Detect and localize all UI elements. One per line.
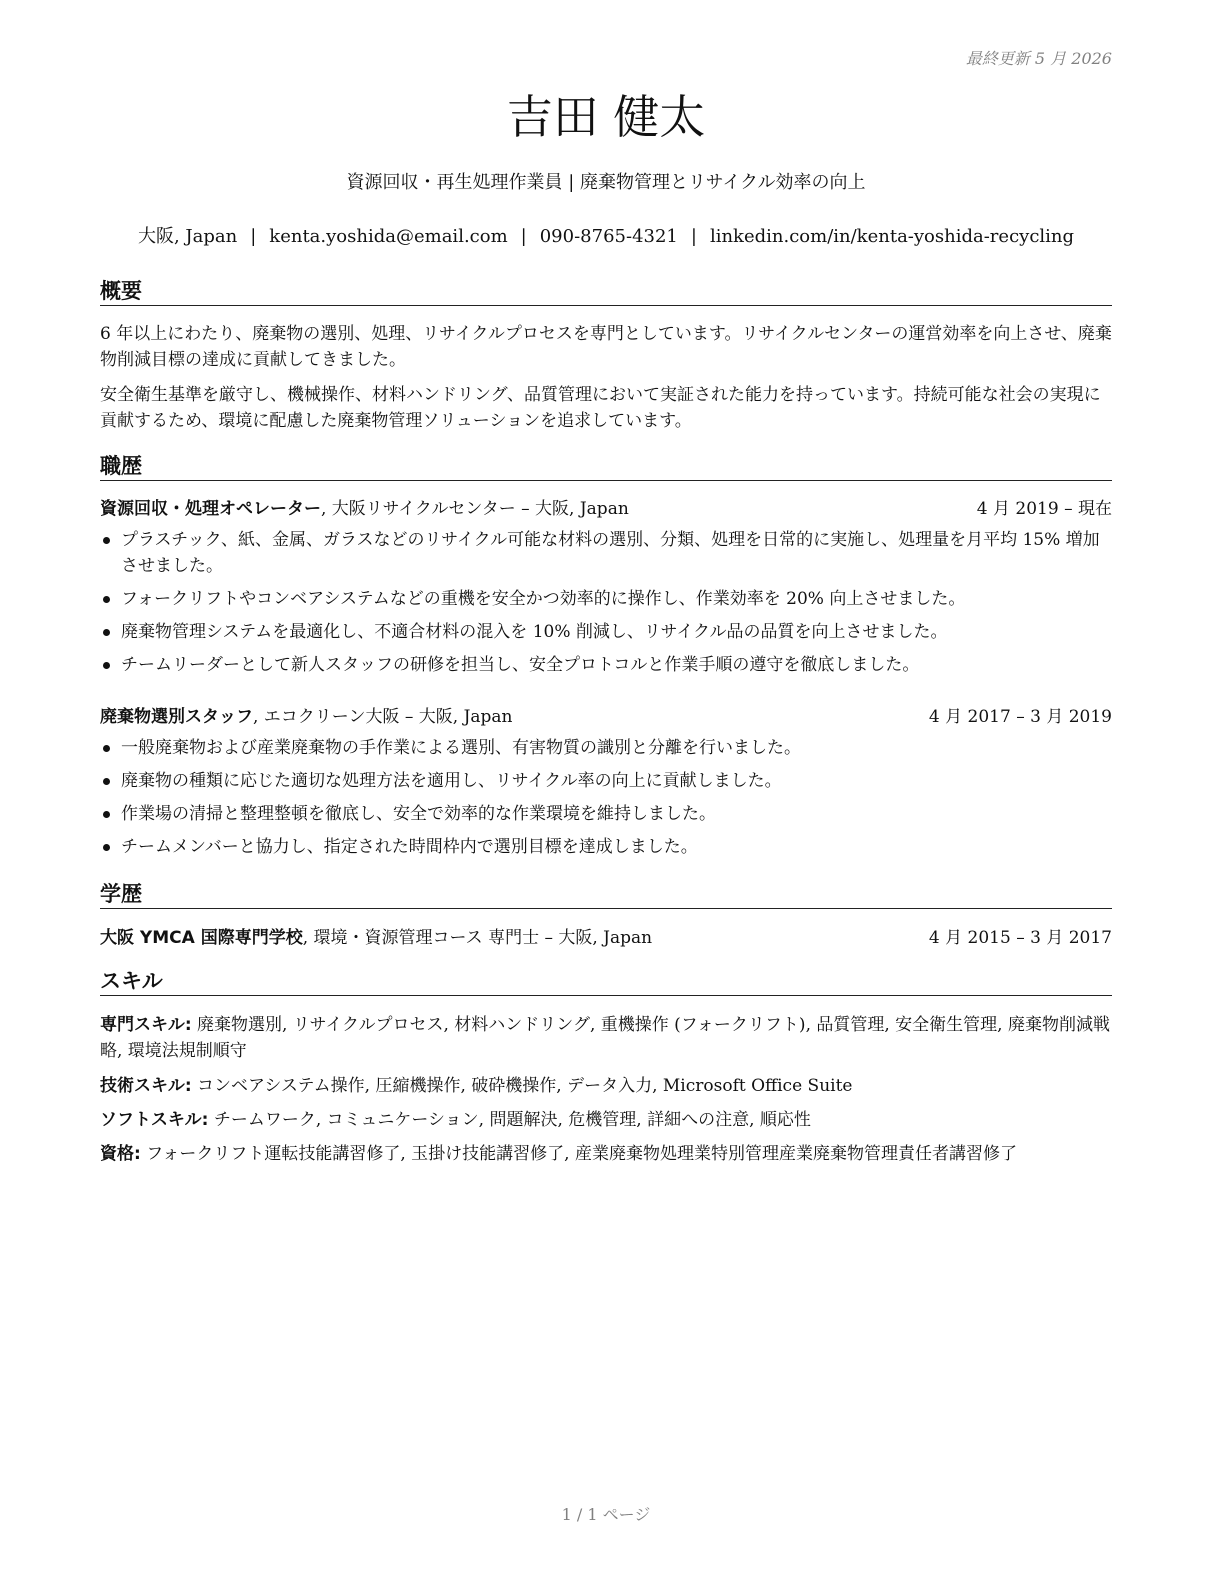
contact-linkedin[interactable]: linkedin.com/in/kenta-yoshida-recycling: [709, 226, 1075, 247]
job-header: [100, 497, 1112, 521]
list-item: 一般廃棄物および産業廃棄物の手作業による選別、有害物質の識別と分離を行いました。: [100, 735, 1112, 761]
resume-page: [100, 0, 1112, 1584]
list-item: 廃棄物管理システムを最適化し、不適合材料の混入を 10% 削減し、リサイクル品の品質を向上させました。: [100, 619, 1112, 645]
skill-row: [100, 1141, 1112, 1167]
contact-email[interactable]: kenta.yoshida@email.com: [269, 226, 508, 247]
list-item: チームメンバーと協力し、指定された時間枠内で選別目標を達成しました。: [100, 834, 1112, 860]
section-title-experience: 職歴: [100, 452, 1112, 481]
job-title-line: [100, 705, 513, 729]
contact-separator: |: [250, 226, 257, 247]
skill-label: ソフトスキル:: [100, 1110, 209, 1130]
skill-value: フォークリフト運転技能講習修了, 玉掛け技能講習修了, 産業廃棄物処理業特別管理産業廃棄物管理責任者講習修了: [140, 1144, 1017, 1164]
job-org: , 大阪リサイクルセンター – 大阪, Japan: [321, 499, 629, 519]
education-dates: 4 月 2015 – 3 月 2017: [928, 928, 1112, 948]
section-title-summary: 概要: [100, 277, 1112, 306]
job-role: 廃棄物選別スタッフ: [100, 707, 253, 727]
job-header: [100, 705, 1112, 729]
list-item: 廃棄物の種類に応じた適切な処理方法を適用し、リサイクル率の向上に貢献しました。: [100, 768, 1112, 794]
contact-line: [100, 225, 1112, 249]
candidate-name: 吉田 健太: [506, 90, 706, 144]
education-entry: [100, 926, 1112, 950]
skill-value: コンベアシステム操作, 圧縮機操作, 破砕機操作, データ入力, Microsoft Office Suite: [191, 1076, 853, 1096]
skill-value: 廃棄物選別, リサイクルプロセス, 材料ハンドリング, 重機操作 (フォークリフト), 品質管理, 安全衛生管理, 廃棄物削減戦略, 環境法規制順守: [100, 1015, 1110, 1061]
education-detail: , 環境・資源管理コース 専門士 – 大阪, Japan: [302, 928, 653, 948]
education-school: 大阪 YMCA 国際専門学校: [100, 928, 303, 948]
job-bullets: [100, 527, 1112, 685]
section-title-education: 学歴: [100, 880, 1112, 909]
summary-paragraph: 6 年以上にわたり、廃棄物の選別、処理、リサイクルプロセスを専門としています。リサイクルセンターの運営効率を向上させ、廃棄物削減目標の達成に貢献してきました。: [100, 324, 1112, 370]
headline: 資源回収・再生処理作業員 | 廃棄物管理とリサイクル効率の向上: [346, 172, 866, 193]
job-dates: 4 月 2017 – 3 月 2019: [928, 707, 1112, 727]
list-item: 作業場の清掃と整理整頓を徹底し、安全で効率的な作業環境を維持しました。: [100, 801, 1112, 827]
contact-separator: |: [520, 226, 527, 247]
skill-label: 資格:: [100, 1144, 141, 1164]
list-item: チームリーダーとして新人スタッフの研修を担当し、安全プロトコルと作業手順の遵守を徹底しました。: [100, 652, 1112, 678]
list-item: プラスチック、紙、金属、ガラスなどのリサイクル可能な材料の選別、分類、処理を日常的に実施し、処理量を月平均 15% 増加させました。: [100, 527, 1112, 579]
job-title-line: [100, 497, 629, 521]
skill-row: [100, 1012, 1112, 1064]
page-number: 1 / 1 ページ: [561, 1505, 651, 1524]
job-dates: 4 月 2019 – 現在: [976, 499, 1112, 519]
last-updated: 最終更新 5 月 2026: [965, 49, 1112, 68]
job-bullets: [100, 735, 1112, 867]
contact-separator: |: [690, 226, 697, 247]
contact-phone[interactable]: 090-8765-4321: [539, 226, 678, 247]
section-title-skills: スキル: [100, 967, 1112, 996]
job-role: 資源回収・処理オペレーター: [100, 499, 321, 519]
skill-label: 専門スキル:: [100, 1015, 192, 1035]
education-line: [100, 926, 652, 950]
summary-paragraph: 安全衛生基準を厳守し、機械操作、材料ハンドリング、品質管理において実証された能力を持っています。持続可能な社会の実現に貢献するため、環境に配慮した廃棄物管理ソリューションを追求しています。: [100, 385, 1101, 431]
skill-row: [100, 1107, 1112, 1133]
skill-value: チームワーク, コミュニケーション, 問題解決, 危機管理, 詳細への注意, 順応性: [208, 1110, 811, 1130]
list-item: フォークリフトやコンベアシステムなどの重機を安全かつ効率的に操作し、作業効率を 20% 向上させました。: [100, 586, 1112, 612]
contact-location: 大阪, Japan: [137, 226, 238, 247]
skill-row: [100, 1073, 1112, 1099]
job-org: , エコクリーン大阪 – 大阪, Japan: [253, 707, 513, 727]
skill-label: 技術スキル:: [100, 1076, 192, 1096]
